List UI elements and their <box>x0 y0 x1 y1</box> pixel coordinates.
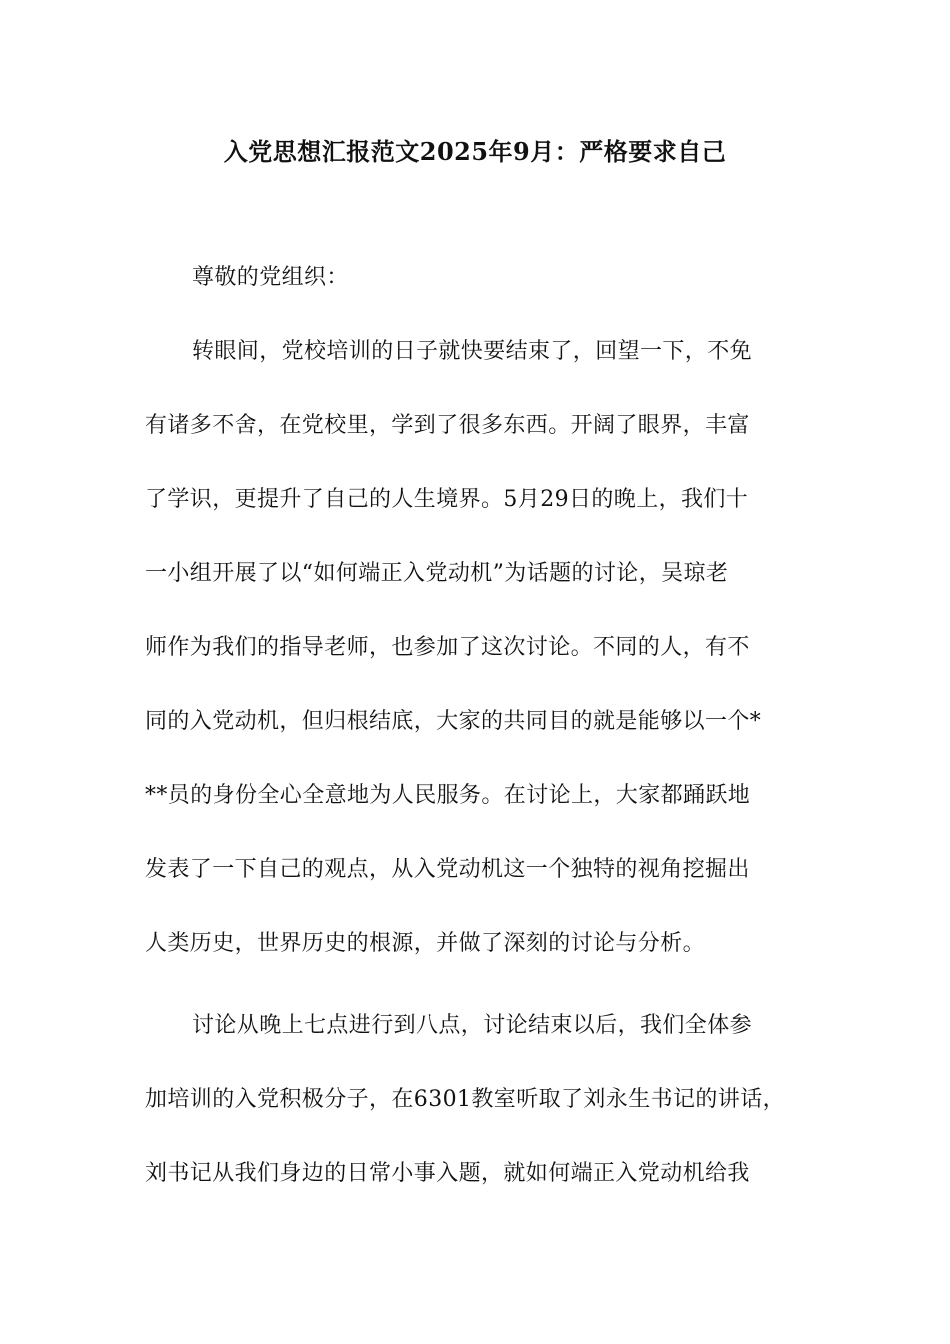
paragraph-line: 了学识，更提升了自己的人生境界。5月29日的晚上，我们十 <box>145 487 749 512</box>
paragraph-line: **员的身份全心全意地为人民服务。在讨论上，大家都踊跃地 <box>145 783 751 808</box>
paragraph-line: 转眼间，党校培训的日子就快要结束了，回望一下，不免 <box>192 339 753 364</box>
paragraph-line: 人类历史，世界历史的根源，并做了深刻的讨论与分析。 <box>145 931 706 956</box>
paragraph-line: 讨论从晚上七点进行到八点，讨论结束以后，我们全体参 <box>192 1013 753 1038</box>
salutation: 尊敬的党组织： <box>192 265 349 290</box>
document-title: 入党思想汇报范文2025年9月：严格要求自己 <box>223 137 727 166</box>
paragraph-line: 同的入党动机，但归根结底，大家的共同目的就是能够以一个* <box>145 709 762 734</box>
paragraph-line: 加培训的入党积极分子，在6301教室听取了刘永生书记的讲话， <box>145 1087 785 1112</box>
paragraph-line: 刘书记从我们身边的日常小事入题，就如何端正入党动机给我 <box>145 1161 750 1186</box>
paragraph-line: 师作为我们的指导老师，也参加了这次讨论。不同的人，有不 <box>145 635 750 660</box>
paragraph-line: 有诸多不舍，在党校里，学到了很多东西。开阔了眼界，丰富 <box>145 413 750 438</box>
paragraph-line: 发表了一下自己的观点，从入党动机这一个独特的视角挖掘出 <box>145 857 750 882</box>
paragraph-line: 一小组开展了以“如何端正入党动机”为话题的讨论，吴琼老 <box>145 561 729 586</box>
